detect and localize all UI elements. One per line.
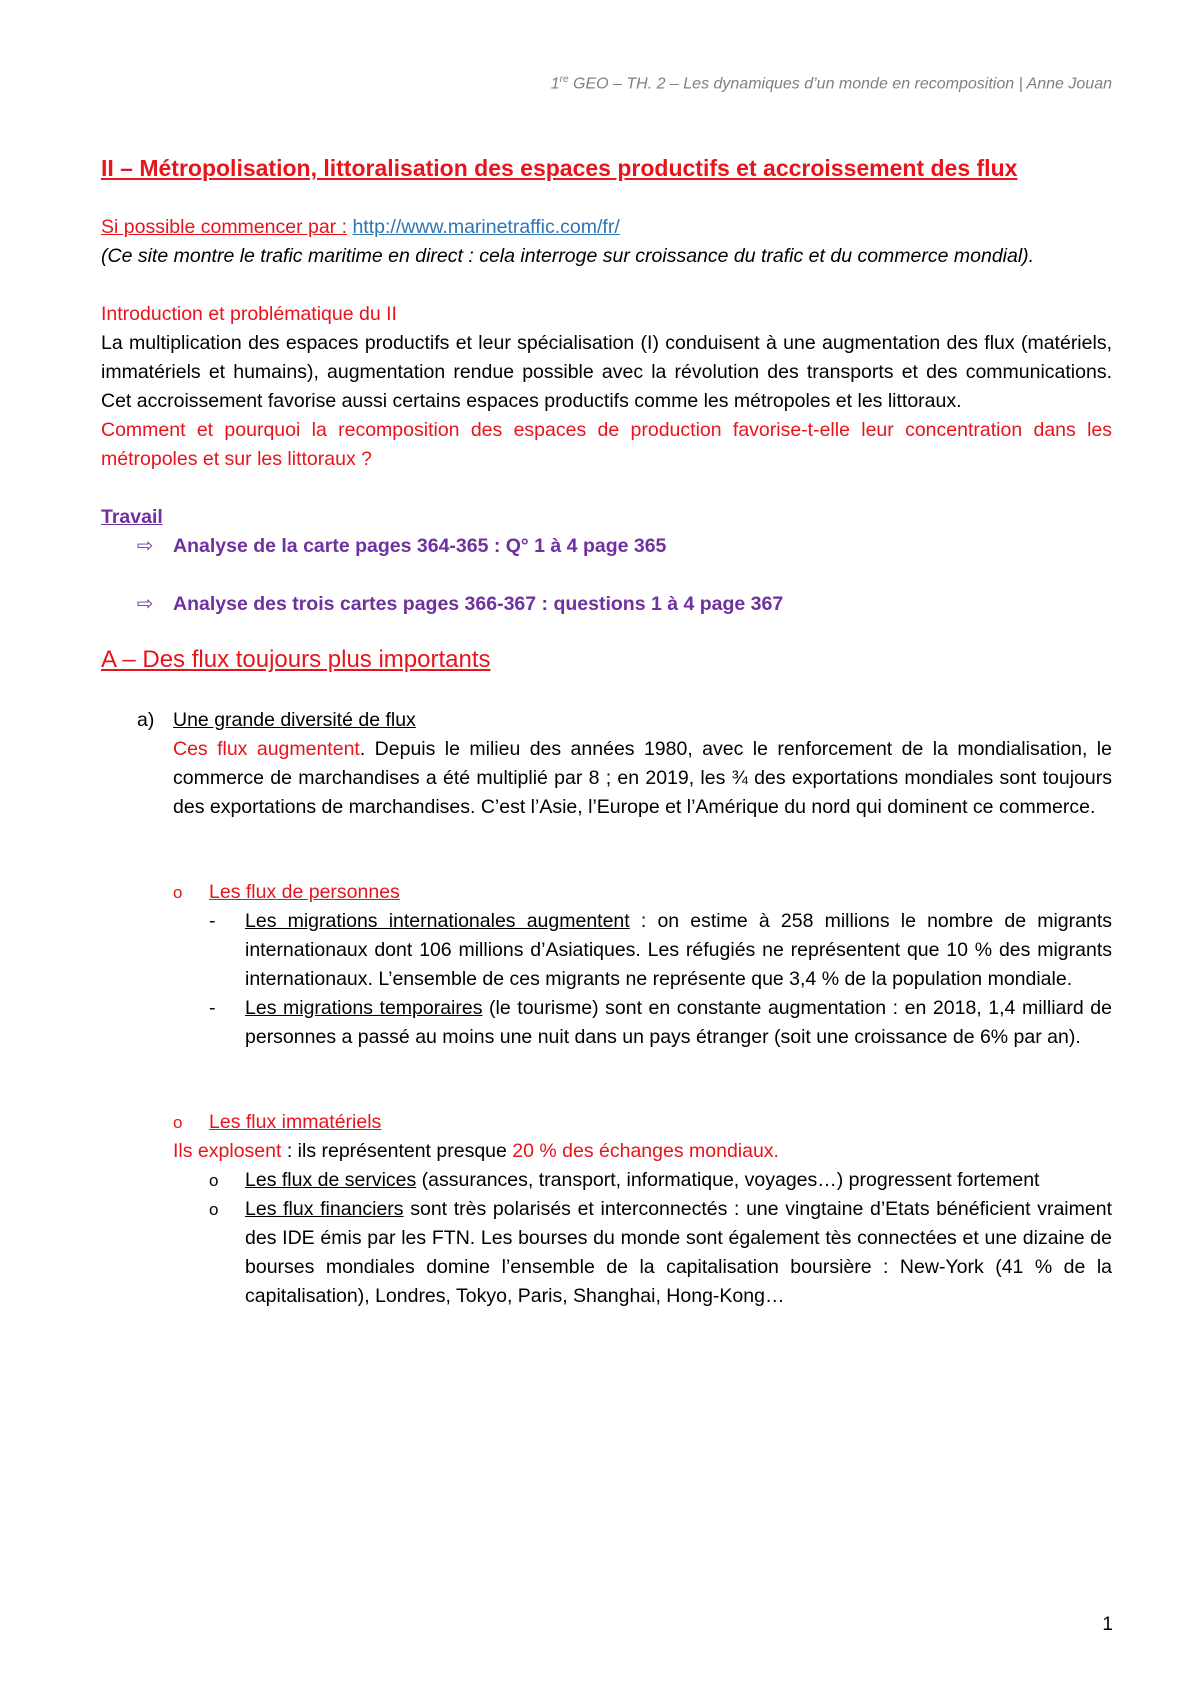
page-number: 1	[1102, 1614, 1113, 1635]
list-item	[209, 907, 1112, 994]
dash-bullet: -	[209, 910, 216, 932]
dash-bullet: -	[209, 997, 216, 1019]
flux-personnes-title: Les flux de personnes	[209, 881, 400, 903]
section-a-title: A – Des flux toujours plus importants	[101, 646, 491, 673]
running-header	[551, 74, 1112, 93]
introduction-body: La multiplication des espaces productifs et leur spécialisation (I) conduisent à une augmentation des flux (matériels, immatériels et humains), augmentation rendue possible avec la révolution des transports et des communications. Cet accroissement favorise aussi certains espaces productifs comme les métropoles et les littoraux.	[101, 332, 1112, 412]
list-item-underlined: Les flux de services	[245, 1169, 417, 1191]
immateriels-lead: Ils explosent	[173, 1140, 282, 1162]
subsection-a-body	[173, 735, 1112, 822]
intro-link-label: Si possible commencer par :	[101, 216, 348, 238]
list-item-underlined: Les migrations internationales augmentent	[245, 910, 630, 932]
intro-link-line	[101, 213, 1112, 242]
problematique-question: Comment et pourquoi la recomposition des espaces de production favorise-t-elle leur concentration dans les métropoles et sur les littoraux ?	[101, 419, 1112, 470]
list-item-text	[245, 1195, 1112, 1311]
subsection-a-lead: Ces flux augmentent	[173, 738, 360, 760]
travail-item-text: Analyse de la carte pages 364-365 : Q° 1 à 4 page 365	[173, 535, 667, 557]
list-item-text	[245, 994, 1112, 1052]
marinetraffic-link[interactable]: http://www.marinetraffic.com/fr/	[352, 216, 620, 238]
circle-bullet-icon: o	[209, 1171, 219, 1190]
list-item	[209, 1166, 1112, 1195]
travail-item-text: Analyse des trois cartes pages 366-367 : questions 1 à 4 page 367	[173, 593, 784, 615]
circle-bullet-icon: o	[173, 883, 183, 902]
flux-immateriels-title: Les flux immatériels	[209, 1111, 382, 1133]
circle-bullet-icon: o	[209, 1200, 219, 1219]
list-item-rest: : on estime à 258 millions le nombre de migrants internationaux dont 106 millions d’Asiatiques. Les réfugiés ne représentent que 10 % des migrants internationaux. L’ensemble de ces migrants ne représente que 3,4 % de la population mondiale.	[245, 910, 1112, 990]
document-body	[101, 152, 1112, 1311]
list-item	[209, 1195, 1112, 1311]
list-item-text	[245, 1166, 1112, 1195]
header-prefix: 1	[550, 75, 560, 93]
flux-immateriels-heading	[173, 1108, 1112, 1137]
header-text: GEO – TH. 2 – Les dynamiques d’un monde en recomposition | Anne Jouan	[568, 75, 1112, 93]
flux-personnes-heading	[173, 878, 1112, 907]
list-item-rest: (assurances, transport, informatique, voyages…) progressent fortement	[416, 1169, 1040, 1191]
travail-item	[137, 590, 1112, 619]
travail-item	[137, 532, 1112, 561]
flux-immateriels-summary	[173, 1137, 1112, 1166]
subsection-a-marker: a)	[137, 709, 155, 731]
list-item-text	[245, 907, 1112, 994]
list-item-underlined: Les flux financiers	[245, 1198, 404, 1220]
list-item-underlined: Les migrations temporaires	[245, 997, 483, 1019]
travail-heading: Travail	[101, 506, 163, 528]
circle-bullet-icon: o	[173, 1113, 183, 1132]
subsection-a-title: Une grande diversité de flux	[173, 709, 416, 731]
intro-link-note: (Ce site montre le trafic maritime en direct : cela interroge sur croissance du trafic et du commerce mondial).	[101, 245, 1035, 267]
list-item-rest: (le tourisme) sont en constante augmentation : en 2018, 1,4 milliard de personnes a passé au moins une nuit dans un pays étranger (soit une croissance de 6% par an).	[245, 997, 1112, 1048]
subsection-a-text: . Depuis le milieu des années 1980, avec le renforcement de la mondialisation, le commerce de marchandises a été multiplié par 8 ; en 2019, les ¾ des exportations mondiales sont toujours des exportations de marchandises. C’est l’Asie, l’Europe et l’Amérique du nord qui dominent ce commerce.	[173, 738, 1112, 818]
list-item	[209, 994, 1112, 1052]
section-title: II – Métropolisation, littoralisation des espaces productifs et accroissement des flux	[101, 155, 1018, 181]
arrow-icon: ⇨	[137, 535, 154, 557]
arrow-icon: ⇨	[137, 593, 154, 615]
introduction-heading: Introduction et problématique du II	[101, 303, 397, 325]
immateriels-tail: 20 % des échanges mondiaux.	[512, 1140, 779, 1162]
subsection-a	[137, 706, 1112, 735]
list-item-rest: sont très polarisés et interconnectés : une vingtaine d’Etats bénéficient vraiment des IDE émis par les FTN. Les bourses du monde sont également tès connectées et une dizaine de bourses mondiales domine l’ensemble de la capitalisation boursière : New-York (41 % de la capitalisation), Londres, Tokyo, Paris, Shanghai, Hong-Kong…	[245, 1198, 1112, 1307]
header-sup: re	[559, 74, 569, 85]
immateriels-mid: : ils représentent presque	[281, 1140, 513, 1162]
